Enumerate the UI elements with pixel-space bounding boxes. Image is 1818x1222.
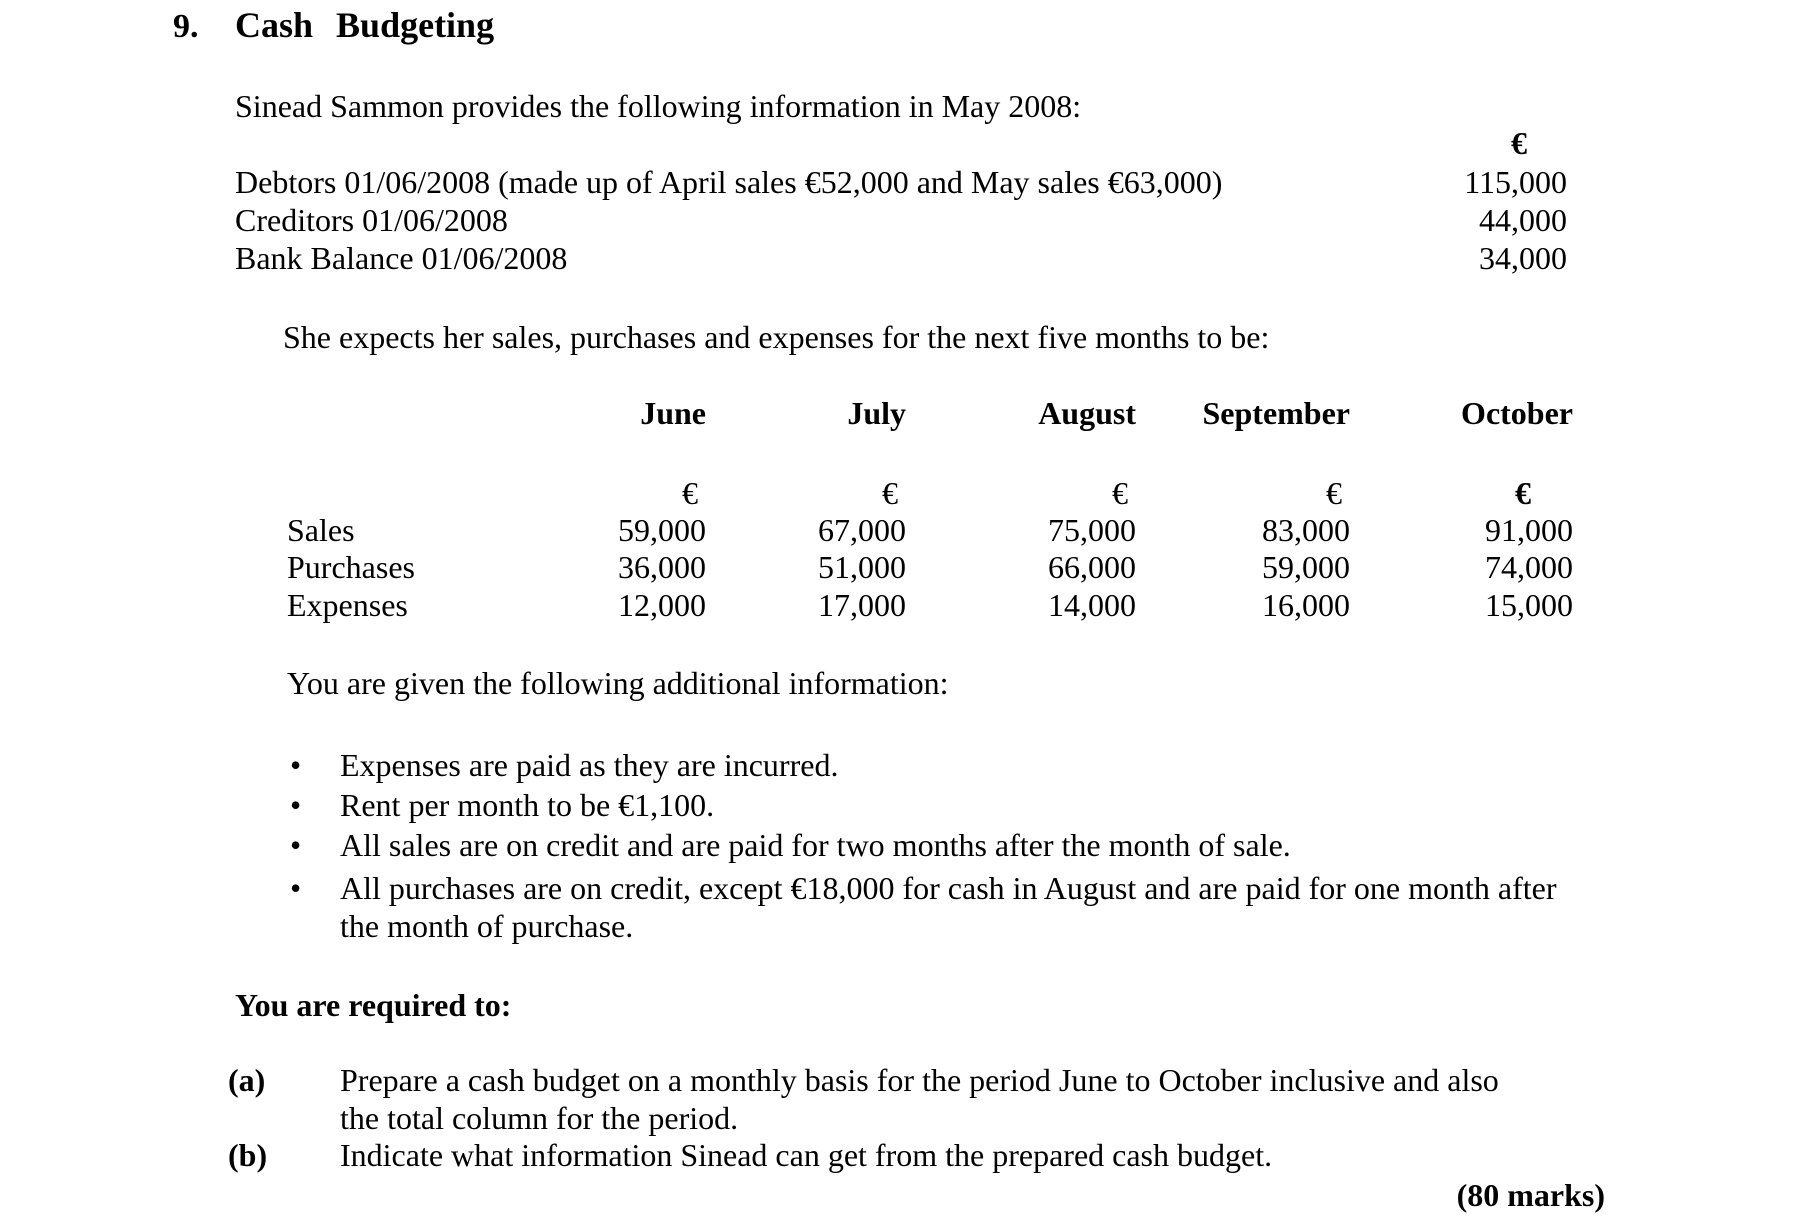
sales-october: 91,000	[1485, 512, 1573, 548]
bullet-text-line: All purchases are on credit, except €18,000 for cash in August and are paid for one month after	[340, 870, 1557, 906]
purchases-september: 59,000	[1262, 549, 1350, 585]
expenses-july: 17,000	[818, 587, 906, 623]
requirement-text	[340, 1061, 1648, 1137]
table-currency-row	[287, 474, 1573, 512]
month-header-july: July	[847, 395, 906, 431]
requirement-text-line: Prepare a cash budget on a monthly basis for the period June to October inclusive and also	[340, 1062, 1499, 1098]
question-number: 9.	[173, 8, 199, 45]
purchases-june: 36,000	[618, 549, 706, 585]
requirements-heading: You are required to:	[235, 987, 512, 1023]
balance-row-bank	[235, 239, 1567, 277]
bullet-text	[340, 869, 1647, 945]
bullet-icon: •	[290, 827, 302, 863]
expenses-august: 14,000	[1048, 587, 1136, 623]
table-row-sales	[287, 511, 1573, 549]
requirement-text	[340, 1136, 1648, 1174]
expenses-september: 16,000	[1262, 587, 1350, 623]
balance-row-creditors	[235, 201, 1567, 239]
bullet-text: Rent per month to be €1,100.	[340, 787, 715, 823]
table-row-expenses	[287, 586, 1573, 624]
sales-august: 75,000	[1048, 512, 1136, 548]
sales-july: 67,000	[818, 512, 906, 548]
balance-label: Bank Balance 01/06/2008	[235, 240, 568, 276]
balance-label: Debtors 01/06/2008 (made up of April sales €52,000 and May sales €63,000)	[235, 164, 1223, 200]
requirement-item-a	[228, 1061, 1648, 1137]
intro-text: Sinead Sammon provides the following information in May 2008:	[235, 88, 1082, 124]
balance-value: 44,000	[1479, 202, 1567, 238]
requirement-item-b	[228, 1136, 1648, 1174]
bullet-text-line: the month of purchase.	[340, 908, 634, 944]
bullet-item-sales-credit	[287, 826, 1647, 864]
currency-cell: €	[882, 475, 898, 511]
sales-september: 83,000	[1262, 512, 1350, 548]
month-header-september: September	[1202, 395, 1350, 431]
row-label: Sales	[287, 512, 355, 548]
bullet-item-expenses-paid	[287, 746, 1647, 784]
purchases-october: 74,000	[1485, 549, 1573, 585]
table-empty-cell	[287, 474, 507, 512]
currency-cell: €	[1326, 475, 1342, 511]
purchases-august: 66,000	[1048, 549, 1136, 585]
additional-info-heading: You are given the following additional information:	[287, 665, 949, 701]
bullet-text: Expenses are paid as they are incurred.	[340, 747, 839, 783]
requirement-text-line: the total column for the period.	[340, 1100, 739, 1136]
balance-value: 34,000	[1479, 240, 1567, 276]
balance-row-debtors	[235, 163, 1567, 201]
page-title: Cash Budgeting	[235, 5, 495, 45]
month-header-august: August	[1038, 395, 1136, 431]
currency-cell: €	[1515, 475, 1531, 511]
bullet-icon: •	[290, 787, 302, 823]
bullet-text: All sales are on credit and are paid for two months after the month of sale.	[340, 827, 1291, 863]
forecast-intro-text: She expects her sales, purchases and expenses for the next five months to be:	[283, 319, 1270, 355]
requirement-text-line: Indicate what information Sinead can get from the prepared cash budget.	[340, 1137, 1273, 1173]
currency-cell: €	[1112, 475, 1128, 511]
row-label: Purchases	[287, 549, 415, 585]
expenses-october: 15,000	[1485, 587, 1573, 623]
balance-value: 115,000	[1464, 164, 1567, 200]
bullet-item-purchases-credit	[287, 869, 1647, 945]
table-row-purchases	[287, 548, 1573, 586]
currency-header: €	[1511, 125, 1527, 161]
requirement-label: (b)	[228, 1137, 268, 1173]
table-header-row	[287, 394, 1573, 432]
currency-cell: €	[682, 475, 698, 511]
marks-badge: (80 marks)	[1456, 1177, 1605, 1213]
sales-june: 59,000	[618, 512, 706, 548]
bullet-item-rent	[287, 786, 1647, 824]
month-header-june: June	[640, 395, 706, 431]
month-header-october: October	[1461, 395, 1573, 431]
bullet-icon: •	[290, 747, 302, 783]
purchases-july: 51,000	[818, 549, 906, 585]
requirement-label: (a)	[228, 1062, 266, 1098]
table-corner-cell	[287, 394, 507, 432]
bullet-icon: •	[290, 870, 302, 906]
row-label: Expenses	[287, 587, 408, 623]
balance-label: Creditors 01/06/2008	[235, 202, 508, 238]
expenses-june: 12,000	[618, 587, 706, 623]
